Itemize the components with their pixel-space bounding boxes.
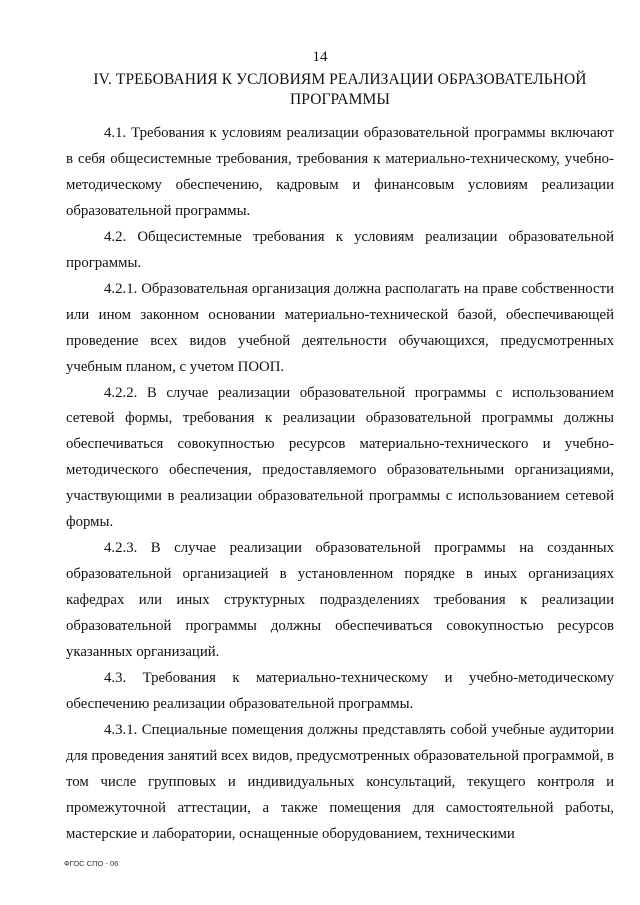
paragraph-4-2-2: 4.2.2. В случае реализации образовательной программы с использованием сетевой формы, требования к реализации образовательной программы должны обеспечиваться совокупностью ресурсов материально-технического и учебно-методического обеспечения, предоставляемого образовательными организациями, участвующими в реализации образовательной программы с использованием сетевой формы. [66,384,614,531]
section-title: IV. ТРЕБОВАНИЯ К УСЛОВИЯМ РЕАЛИЗАЦИИ ОБРАЗОВАТЕЛЬНОЙ ПРОГРАММЫ [93,71,587,108]
body-text [66,121,614,848]
paragraph-4-3: 4.3. Требования к материально-техническому и учебно-методическому обеспечению реализации образовательной программы. [66,670,614,712]
paragraph-4-1: 4.1. Требования к условиям реализации образовательной программы включают в себя общесистемные требования, требования к материально-техническому, учебно-методическому обеспечению, кадровым и финансовым условиям реализации образовательной программы. [66,125,614,219]
paragraph-4-2-3: 4.2.3. В случае реализации образовательной программы на созданных образовательной организацией в установленном порядке в иных организациях кафедрах или иных структурных подразделениях требования к реализации образовательной программы должны обеспечиваться совокупностью ресурсов указанных организаций. [66,540,614,661]
paragraph-4-2: 4.2. Общесистемные требования к условиям реализации образовательной программы. [66,228,614,271]
paragraph-4-3-1: 4.3.1. Специальные помещения должны представлять собой учебные аудитории для проведения занятий всех видов, предусмотренных образовательной программой, в том числе групповых и индивидуальных консультаций, текущего контроля и промежуточной аттестации, а также помещения для самостоятельной работы, мастерские и лаборатории, оснащенные оборудованием, техническими [66,721,614,842]
page-number: 14 [312,49,328,65]
document-footer: ФГОС СПО - 06 [64,859,119,868]
paragraph-4-2-1: 4.2.1. Образовательная организация должна располагать на праве собственности или ином законном основании материально-технической базой, обеспечивающей проведение всех видов учебной деятельности обучающихся, предусмотренных учебным планом, с учетом ПООП. [66,280,614,375]
